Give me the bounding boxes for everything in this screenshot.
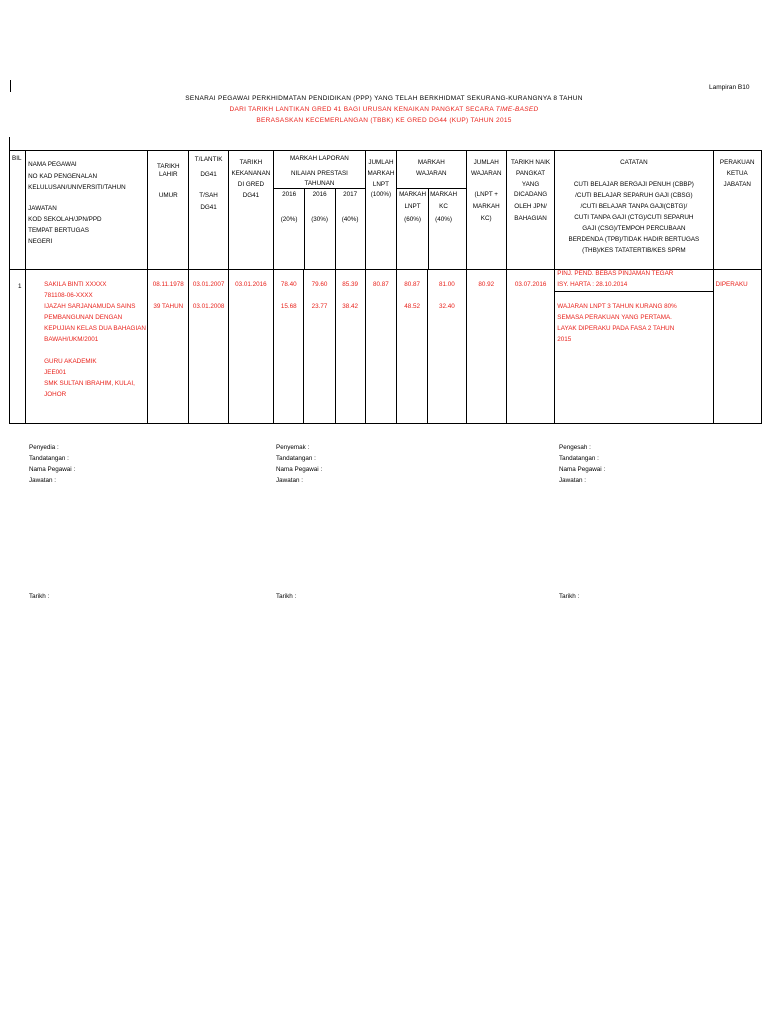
table-corner-mark	[9, 137, 10, 151]
header-nama-line: JAWATAN	[28, 205, 57, 212]
header-line: YANG	[521, 181, 540, 188]
header-markah-lnpt: MARKAH	[399, 191, 427, 198]
row-markah-lnpt-wajaran: 48.52	[404, 303, 421, 310]
header-line: TARIKH	[239, 159, 263, 166]
signature-nama: Nama Pegawai :	[559, 466, 606, 473]
signature-nama: Nama Pegawai :	[29, 466, 76, 473]
header-tsah: T/SAH	[199, 192, 218, 199]
row-tlantik: 03.01.2007	[192, 281, 225, 288]
lampiran-label: Lampiran B10	[709, 84, 750, 91]
row-jumlah-lnpt: 80.87	[373, 281, 389, 288]
text-cursor	[10, 80, 11, 92]
header-line: BERDENDA (TPB)/TIDAK HADIR BERTUGAS	[568, 236, 700, 243]
header-line: MARKAH	[417, 159, 445, 166]
header-line: KETUA	[726, 170, 748, 177]
header-line: (100%)	[370, 191, 392, 198]
header-line: DI GRED	[237, 181, 265, 188]
row-nama-line: KEPUJIAN KELAS DUA BAHAGIAN	[44, 325, 146, 332]
header-line: LAHIR	[158, 171, 178, 178]
header-line: CATATAN	[620, 159, 648, 166]
header-line: DG41	[200, 171, 217, 178]
header-line: CUTI TANPA GAJI (CTG)/CUTI SEPARUH	[574, 214, 694, 221]
title-line-2	[0, 106, 768, 113]
header-line: LNPT	[372, 181, 389, 188]
header-nama-line: TEMPAT BERTUGAS	[28, 227, 89, 234]
header-line: BAHAGIAN	[514, 215, 547, 222]
signature-role: Pengesah :	[559, 444, 591, 451]
row-nama-line: JOHOR	[44, 391, 67, 398]
row-nama-line: PEMBANGUNAN DENGAN	[44, 314, 123, 321]
header-nama-line: NO KAD PENGENALAN	[28, 173, 98, 180]
header-line: /CUTI BELAJAR SEPARUH GAJI (CBSG)	[575, 192, 693, 199]
header-markah-kc-pct: (40%)	[435, 216, 452, 223]
row-umur: 39 TAHUN	[153, 303, 184, 310]
row-tarikh-kekananan: 03.01.2016	[235, 281, 267, 288]
signature-block-penyemak	[276, 444, 322, 488]
header-markah-lnpt-pct: (60%)	[404, 216, 421, 223]
header-line: PANGKAT	[515, 170, 546, 177]
row-catatan-line: ISY. HARTA : 28.10.2014	[557, 281, 628, 288]
header-tsah: DG41	[200, 204, 217, 211]
signature-block-penyedia	[29, 444, 75, 488]
row-catatan-line: SEMASA PERAKUAN YANG PERTAMA.	[557, 314, 672, 321]
signature-tarikh-pengesah: Tarikh :	[559, 593, 580, 600]
header-nama-line: KOD SEKOLAH/JPN/PPD	[28, 216, 102, 223]
header-line: DICADANG	[513, 191, 548, 198]
row-markah-kc: 81.00	[439, 281, 455, 288]
header-year-2-pct: (30%)	[311, 216, 328, 223]
header-line: (LNPT +	[474, 191, 498, 198]
header-year-2: 2016	[312, 191, 327, 198]
title-line-3: BERASASKAN KECEMERLANGAN (TBBK) KE GRED DG44 (KUP) TAHUN 2015	[256, 117, 512, 124]
title-line-2-italic: TIME-BASED	[495, 106, 539, 113]
officer-table	[9, 150, 762, 424]
header-line: KEKANANAN	[231, 170, 271, 177]
row-nama-line: SAKILA BINTI XXXXX	[44, 281, 107, 288]
row-bil: 1	[18, 283, 22, 290]
header-markah-wajaran	[397, 151, 466, 269]
header-markah-laporan	[274, 151, 365, 269]
header-line: WAJARAN	[470, 170, 502, 177]
header-year-1: 2016	[282, 191, 297, 198]
row-nama-line: GURU AKADEMIK	[44, 358, 97, 365]
header-year-1-pct: (20%)	[280, 216, 298, 223]
signature-tarikh-penyedia: Tarikh :	[29, 593, 50, 600]
signature-block-pengesah	[559, 444, 605, 488]
row-nama-line: BAWAH/UKM/2001	[44, 336, 99, 343]
header-year-3: 2017	[343, 191, 358, 198]
signature-tandatangan: Tandatangan :	[276, 455, 316, 462]
header-year-3-pct: (40%)	[341, 216, 359, 223]
row-nama-line: JEE001	[44, 369, 67, 376]
header-line: KC)	[480, 215, 492, 222]
row-markah-2017-wajaran: 38.42	[342, 303, 359, 310]
row-tsah: 03.01.2008	[192, 303, 225, 310]
table-header-row	[10, 151, 762, 270]
signature-jawatan: Jawatan :	[276, 477, 303, 484]
row-nama-line: SMK SULTAN IBRAHIM, KULAI,	[44, 380, 135, 387]
header-line: WAJARAN	[416, 170, 447, 177]
signature-nama: Nama Pegawai :	[276, 466, 323, 473]
header-nama-line: NEGERI	[28, 238, 53, 245]
row-markah-2016a-wajaran: 15.68	[280, 303, 297, 310]
header-markah-kc: MARKAH	[430, 191, 458, 198]
row-markah-2017: 85.39	[342, 281, 359, 288]
row-catatan-line: LAYAK DIPERAKU PADA FASA 2 TAHUN	[557, 325, 675, 332]
header-line: JABATAN	[723, 181, 751, 188]
signature-jawatan: Jawatan :	[559, 477, 586, 484]
header-line: PERAKUAN	[719, 159, 755, 166]
row-nama-line: 781108-06-XXXX	[44, 292, 93, 299]
row-perakuan: DIPERAKU	[715, 281, 748, 288]
header-umur: UMUR	[158, 192, 178, 199]
signature-role: Penyemak :	[276, 444, 310, 451]
header-line: OLEH JPN/	[514, 203, 547, 210]
title-line-1: SENARAI PEGAWAI PERKHIDMATAN PENDIDIKAN (PPP) YANG TELAH BERKHIDMAT SEKURANG-KURANGNYA 8 TAHUN	[185, 95, 583, 102]
row-markah-2016a: 78.40	[280, 281, 297, 288]
header-line: MARKAH LAPORAN	[290, 155, 349, 162]
header-line: TARIKH	[156, 163, 180, 170]
header-line: T/LANTIK	[194, 156, 223, 163]
header-line: (THB)/KES TATATERTIB/KES SPRM	[582, 247, 686, 254]
header-markah-kc-sub: KC	[439, 203, 448, 210]
row-catatan-line: PINJ. PEND. BEBAS PINJAMAN TEGAR	[557, 270, 674, 277]
header-line: JUMLAH	[368, 159, 394, 166]
header-line: /CUTI BELAJAR TANPA GAJI(CBTG)/	[580, 203, 688, 210]
signature-role: Penyedia :	[29, 444, 59, 451]
row-tarikh-naik: 03.07.2016	[514, 281, 547, 288]
row-catatan-line: 2015	[557, 336, 572, 343]
title-line-2-prefix: DARI TARIKH LANTIKAN GRED 41 BAGI URUSAN KENAIKAN PANGKAT SECARA	[229, 106, 496, 113]
signature-jawatan: Jawatan :	[29, 477, 56, 484]
row-jumlah-wajaran: 80.92	[478, 281, 495, 288]
header-line: TAHUNAN	[304, 180, 335, 187]
header-line: GAJI (CSG)/TEMPOH PERCUBAAN	[582, 225, 686, 232]
header-line: MARKAH	[472, 203, 500, 210]
header-line: TARIKH NAIK	[511, 159, 551, 166]
header-nama-line: NAMA PEGAWAI	[28, 161, 77, 168]
row-markah-lnpt: 80.87	[404, 281, 421, 288]
row-catatan-line: WAJARAN LNPT 3 TAHUN KURANG 80%	[557, 303, 677, 310]
row-markah-2016b-wajaran: 23.77	[311, 303, 328, 310]
header-line: MARKAH	[367, 170, 395, 177]
signature-tandatangan: Tandatangan :	[559, 455, 599, 462]
table-row	[10, 270, 762, 424]
header-line: JUMLAH	[473, 159, 499, 166]
header-line: DG41	[242, 192, 260, 199]
signature-tarikh-penyemak: Tarikh :	[276, 593, 297, 600]
row-markah-kc-wajaran: 32.40	[439, 303, 455, 310]
row-nama-line: IJAZAH SARJANAMUDA SAINS	[44, 303, 136, 310]
header-markah-lnpt-sub: LNPT	[404, 203, 421, 210]
header-bil: BIL	[12, 155, 22, 162]
signature-tandatangan: Tandatangan :	[29, 455, 69, 462]
row-tarikh-lahir: 08.11.1978	[152, 281, 184, 288]
header-nama-line: KELULUSAN/UNIVERSITI/TAHUN	[28, 184, 126, 191]
row-markah-2016b: 79.60	[311, 281, 328, 288]
header-line: CUTI BELAJAR BERGAJI PENUH (CBBP)	[573, 181, 694, 188]
header-line: NILAIAN PRESTASI	[290, 170, 348, 177]
